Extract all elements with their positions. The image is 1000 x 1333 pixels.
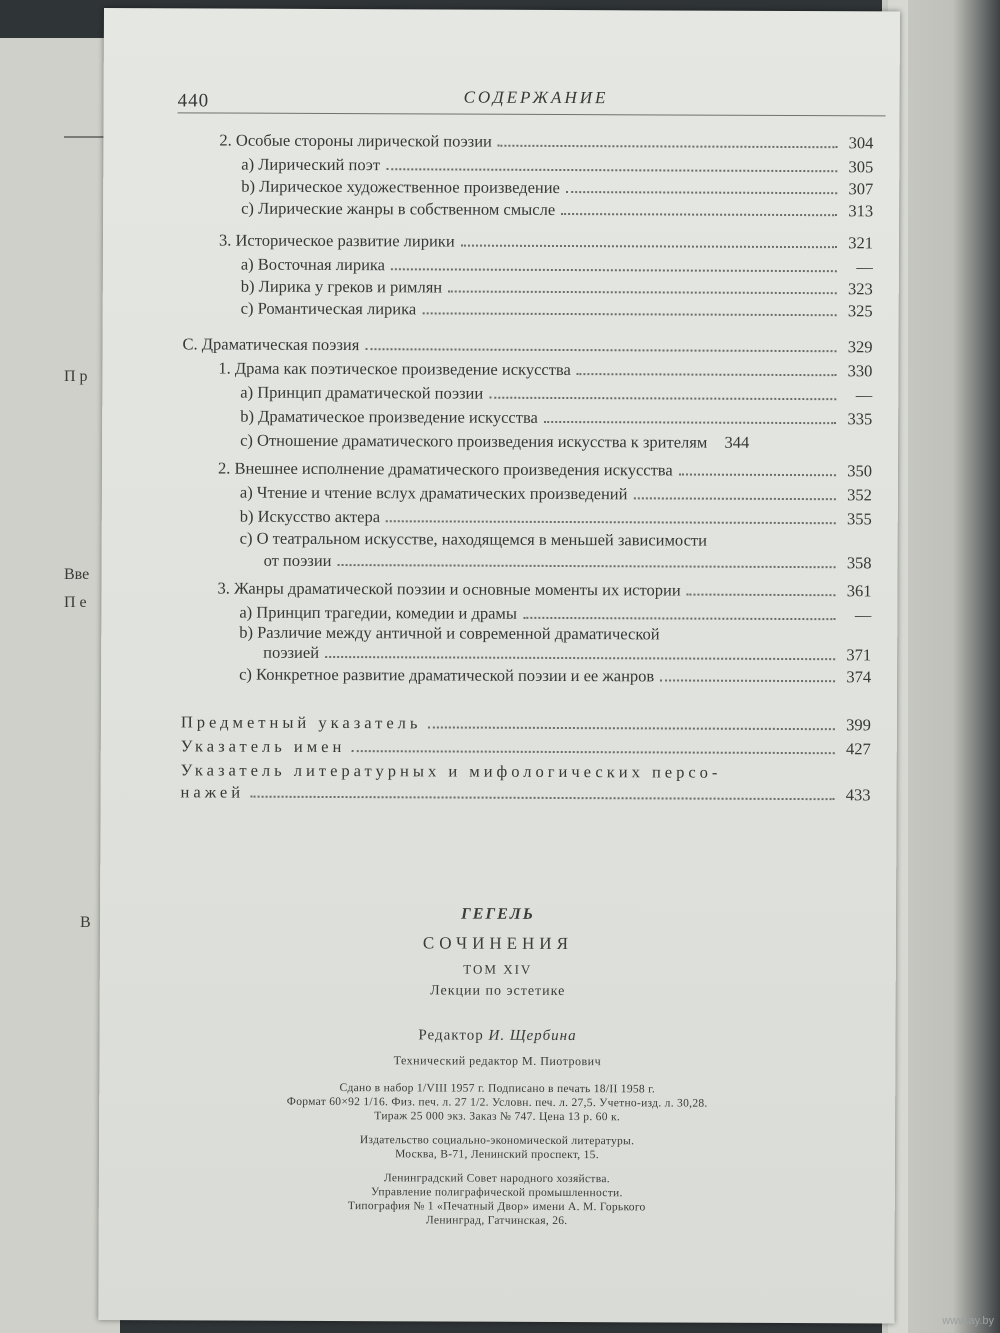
toc-entry-title: Указатель имен <box>180 736 346 757</box>
toc-entry-title: 3. Историческое развитие лирики <box>218 230 455 251</box>
toc-entry-page: 323 <box>847 279 873 299</box>
toc-leader <box>386 520 836 524</box>
watermark: www.ay.by <box>942 1315 994 1327</box>
toc-leader <box>337 564 835 568</box>
toc-leader <box>498 145 838 148</box>
toc-entry <box>219 131 873 158</box>
toc-entry-title: c) Лирические жанры в собственном смысле <box>241 198 556 219</box>
toc-entry-page: 350 <box>847 461 873 481</box>
toc-leader <box>577 373 837 376</box>
toc-entry-page: 371 <box>846 645 872 665</box>
toc-entry <box>241 199 873 226</box>
toc-entry-title: c) Романтическая лирика <box>240 298 417 319</box>
toc-leader <box>660 679 835 682</box>
toc-entry-title: b) Лирическое художественное произведение <box>241 176 560 197</box>
toc-entry-title: a) Принцип драматической поэзии <box>240 382 484 403</box>
colophon-publisher: Издательство социально-экономической литературы. <box>359 1134 635 1148</box>
toc-leader <box>422 312 836 316</box>
toc-entry-title: b) Драматическое произведение искусства <box>240 406 538 427</box>
colophon-subtitle: Лекции по эстетике <box>430 983 566 1000</box>
toc-entry <box>218 359 872 386</box>
toc-entry-title: c) О театральном искусстве, находящемся в меньшей зависимости <box>239 528 708 550</box>
toc-entry-title: C. Драматическая поэзия <box>182 334 360 355</box>
toc-entry-page: 313 <box>848 201 874 221</box>
toc-leader <box>391 268 837 272</box>
toc-entry-title: 2. Особые стороны лирической поэзии <box>219 130 492 151</box>
toc-entry-continued <box>264 551 872 578</box>
toc-entry-page: 399 <box>846 715 871 735</box>
toc-entry-title: c) Отношение драматического произведения искусства к зрителям <box>240 430 708 452</box>
toc-entry-title: поэзией <box>263 642 320 662</box>
toc-leader <box>633 497 835 500</box>
toc-entry-page: 361 <box>846 581 872 601</box>
adjacent-letter: П р <box>64 368 88 385</box>
toc-leader <box>523 617 835 620</box>
toc-leader <box>566 191 837 194</box>
book-edge-right <box>882 0 1000 1333</box>
toc-leader <box>427 726 834 730</box>
toc-entry-title: 3. Жанры драматической поэзии и основные моменты их истории <box>217 578 681 600</box>
toc-entry <box>219 231 873 258</box>
toc-leader <box>687 594 836 597</box>
book-page <box>98 8 900 1323</box>
colophon-printer-address: Ленинград, Гатчинская, 26. <box>425 1214 568 1228</box>
editor-name: И. Щербина <box>488 1027 577 1045</box>
toc-entry-page: 307 <box>848 179 874 199</box>
toc-entry-page: 325 <box>847 301 873 321</box>
colophon-volume: ТОМ XIV <box>463 961 533 977</box>
adjacent-letter: Вве <box>64 566 90 583</box>
adjacent-letter: П е <box>64 594 87 611</box>
toc-entry-page: 329 <box>847 337 873 357</box>
header-rule <box>178 112 886 116</box>
editor-label: Редактор <box>418 1027 484 1044</box>
toc-entry <box>240 483 872 510</box>
toc-entry <box>181 736 871 763</box>
toc-leader <box>386 168 837 172</box>
colophon-editor <box>99 1026 895 1046</box>
toc-entry-title: b) Различие между античной и современной драматической <box>239 622 660 644</box>
toc-entry-page: — <box>855 385 873 405</box>
toc-entry-page: 355 <box>846 509 872 529</box>
toc-leader <box>448 291 837 295</box>
toc-entry-title: нажей <box>180 782 245 802</box>
toc-entry-page: 305 <box>848 157 874 177</box>
toc-entry-page: 344 <box>724 432 750 452</box>
toc-entry-title: от поэзии <box>263 550 332 570</box>
toc-entry-continued <box>181 782 871 809</box>
toc-entry-title: Предметный указатель <box>180 712 422 733</box>
toc-entry <box>241 299 873 326</box>
colophon-printer: Ленинградский Совет народного хозяйства. <box>383 1172 610 1186</box>
toc-entry-page: 330 <box>847 361 873 381</box>
toc-entry <box>240 431 872 458</box>
toc-leader <box>561 213 837 216</box>
toc-entry-title: b) Лирика у греков и римлян <box>240 276 443 297</box>
toc-entry <box>217 579 871 606</box>
toc-entry-title: a) Восточная лирика <box>240 254 386 275</box>
toc-leader <box>365 348 836 352</box>
toc-entry <box>181 712 871 739</box>
toc-entry-title: 2. Внешнее исполнение драматического произведения искусства <box>217 458 673 480</box>
toc-entry-page: — <box>856 257 873 277</box>
toc-entry-title: a) Лирический поэт <box>241 154 381 175</box>
toc-entry-page: 304 <box>848 133 874 153</box>
toc-leader <box>679 474 836 477</box>
running-title: СОДЕРЖАНИЕ <box>463 87 609 108</box>
toc-entry-page: 321 <box>848 233 874 253</box>
toc-entry-page: 427 <box>845 739 871 759</box>
toc-entry-title: a) Чтение и чтение вслух драматических произведений <box>239 482 628 504</box>
toc-entry-title: c) Конкретное развитие драматической поэзии и ее жанров <box>239 664 655 686</box>
toc-entry-title: a) Принцип трагедии, комедии и драмы <box>239 602 518 623</box>
colophon-works: СОЧИНЕНИЯ <box>422 933 573 954</box>
toc-leader <box>461 245 837 249</box>
toc-entry-title: b) Искусство актера <box>239 506 381 527</box>
colophon-printer: Управление полиграфической промышленности. <box>370 1186 623 1200</box>
toc-entry-title: 1. Драма как поэтическое произведение искусства <box>218 358 571 380</box>
toc-leader <box>351 750 834 754</box>
toc-entry <box>240 407 872 434</box>
toc-entry-page: 374 <box>846 667 872 687</box>
colophon-tech-editor: Технический редактор М. Пиотрович <box>393 1053 602 1069</box>
toc-entry-title: Указатель литературных и мифологических персо- <box>180 760 722 782</box>
colophon-printer: Типография № 1 «Печатный Двор» имени А. М. Горького <box>347 1200 646 1214</box>
toc-leader <box>250 796 835 801</box>
toc-entry-page: 352 <box>847 485 872 505</box>
toc-leader <box>544 421 836 424</box>
toc-leader <box>489 397 836 401</box>
colophon-print-info: Сдано в набор 1/VIII 1957 г. Подписано в печать 18/II 1958 г. <box>339 1082 656 1096</box>
toc-entry-page: 335 <box>847 409 873 429</box>
colophon-publisher-address: Москва, В-71, Ленинский проспект, 15. <box>395 1148 599 1162</box>
adjacent-letter: В <box>80 914 91 931</box>
toc-entry-page: 433 <box>845 785 871 805</box>
colophon-author: ГЕГЕЛЬ <box>461 905 535 923</box>
toc-entry <box>182 334 872 361</box>
toc-entry <box>240 383 872 410</box>
toc-entry-page: — <box>854 605 872 625</box>
colophon-print-info: Тираж 25 000 экз. Заказ № 747. Цена 13 р. 60 к. <box>374 1110 621 1124</box>
toc-entry <box>218 459 872 486</box>
toc-leader <box>325 656 835 660</box>
page-number: 440 <box>177 90 210 112</box>
toc-entry-page: 358 <box>846 553 872 573</box>
toc-entry <box>239 665 871 692</box>
colophon-print-info: Формат 60×92 1/16. Физ. печ. л. 27 1/2. Условн. печ. л. 27,5. Учетно-изд. л. 30,28. <box>286 1095 708 1110</box>
